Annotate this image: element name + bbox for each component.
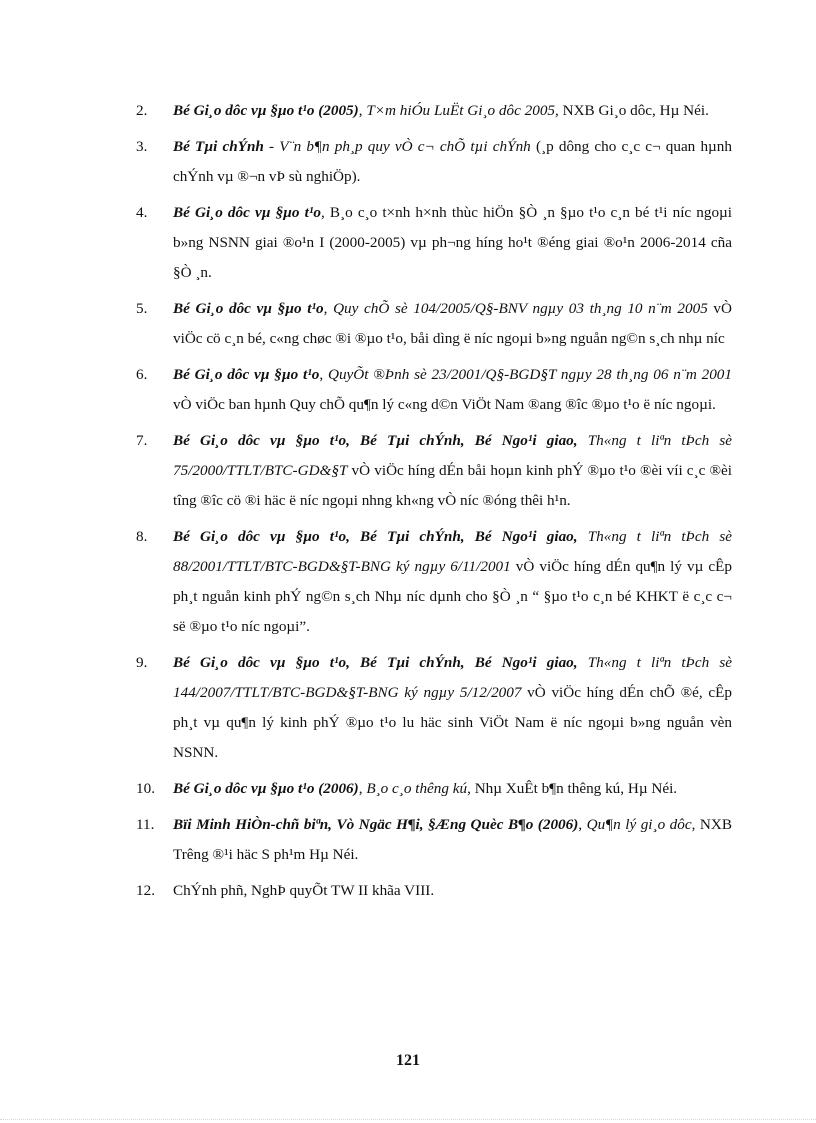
reference-item	[136, 96, 732, 126]
reference-author: Bé Gi¸o dôc vµ §µo t¹o, Bé Tµi chÝnh, Bé Ngo¹i giao,	[173, 432, 578, 449]
reference-item	[136, 426, 732, 516]
reference-number: 12.	[136, 882, 155, 899]
reference-separator: ,	[321, 204, 330, 221]
page-bottom-divider	[0, 1119, 816, 1120]
reference-number: 2.	[136, 102, 148, 119]
reference-number: 9.	[136, 654, 148, 671]
reference-author: Bïi Minh HiÒn-chñ biªn, Vò Ngäc H¶i, §Æng Quèc B¶o (2006)	[173, 816, 579, 833]
reference-separator	[578, 654, 588, 671]
reference-item	[136, 648, 732, 768]
reference-separator: ,	[358, 102, 367, 119]
reference-details: ChÝnh phñ, NghÞ quyÕt TW II khãa VIII.	[173, 882, 435, 899]
reference-list	[136, 96, 732, 912]
reference-details: , NXB Gi¸o dôc, Hµ Néi.	[555, 102, 709, 119]
reference-details: , Nhµ XuÊt b¶n thêng kú, Hµ Néi.	[467, 780, 678, 797]
reference-title: Th«ng t liªn tÞch sè 144/2007/TTLT/BTC-BGD&§T-BNG ký ngµy 5/12/2007	[173, 654, 733, 701]
reference-author: Bé Gi¸o dôc vµ §µo t¹o, Bé Tµi chÝnh, Bé Ngo¹i giao,	[173, 654, 578, 671]
reference-item	[136, 294, 732, 354]
reference-author: Bé Gi¸o dôc vµ §µo t¹o	[173, 300, 324, 317]
reference-item	[136, 132, 732, 192]
reference-details: vÒ viÖc híng dÉn chÕ ®é, cÊp ph¸t vµ qu¶n lý kinh phÝ ®µo t¹o lu häc sinh ViÖt Nam ë níc ngoµi b»ng nguån vèn NSNN.	[173, 684, 732, 761]
reference-number: 8.	[136, 528, 148, 545]
reference-details: (¸p dông cho c¸c c¬ quan hµnh chÝnh vµ ®¬n vÞ sù nghiÖp).	[173, 138, 732, 185]
reference-title: T×m hiÓu LuËt Gi¸o dôc 2005	[366, 102, 556, 119]
reference-number: 4.	[136, 204, 148, 221]
reference-details: B¸o c¸o t×nh h×nh thùc hiÖn §Ò ¸n §µo t¹o c¸n bé t¹i níc ngoµi b»ng NSNN giai ®o¹n I (2000-2005) vµ ph¬ng híng ho¹t ®éng giai ®o¹n 2006-2014 cña §Ò ¸n.	[173, 204, 733, 281]
reference-number: 6.	[136, 366, 148, 383]
reference-details: vÒ viÖc ban hµnh Quy chÕ qu¶n lý c«ng d©n ViÖt Nam ®ang ®îc ®µo t¹o ë níc ngoµi.	[173, 396, 716, 413]
reference-number: 3.	[136, 138, 148, 155]
reference-number: 10.	[136, 780, 155, 797]
reference-separator	[578, 432, 588, 449]
reference-separator: ,	[358, 780, 367, 797]
reference-item	[136, 522, 732, 642]
reference-details: vÒ viÖc híng dÉn båi hoµn kinh phÝ ®µo t¹o ®èi víi c¸c ®èi tîng ®îc cö ®i häc ë níc ngoµi nhng kh«ng vÒ níc ®óng thêi h¹n.	[173, 462, 732, 509]
reference-separator: -	[263, 138, 280, 155]
reference-title: QuyÕt ®Þnh sè 23/2001/Q§-BGD§T ngµy 28 th¸ng 06 n¨m 2001	[328, 366, 732, 383]
reference-title: Qu¶n lý gi¸o dôc	[586, 816, 692, 833]
reference-title: B¸o c¸o thêng kú	[366, 780, 468, 797]
reference-separator: ,	[319, 366, 328, 383]
reference-title: Th«ng t liªn tÞch sè 88/2001/TTLT/BTC-BGD&§T-BNG ký ngµy 6/11/2001	[173, 528, 733, 575]
reference-title: V¨n b¶n ph¸p quy vÒ c¬ chÕ tµi chÝnh	[279, 138, 531, 155]
reference-author: Bé Gi¸o dôc vµ §µo t¹o	[173, 366, 320, 383]
reference-item	[136, 774, 732, 804]
reference-number: 5.	[136, 300, 148, 317]
reference-details: vÒ viÖc cö c¸n bé, c«ng chøc ®i ®µo t¹o, båi dìng ë níc ngoµi b»ng nguån ng©n s¸ch nhµ níc	[173, 300, 732, 347]
page-number: 121	[396, 1052, 420, 1069]
reference-title: Quy chÕ sè 104/2005/Q§-BNV ngµy 03 th¸ng 10 n¨m 2005	[333, 300, 708, 317]
reference-item	[136, 198, 732, 288]
reference-author: Bé Gi¸o dôc vµ §µo t¹o, Bé Tµi chÝnh, Bé Ngo¹i giao,	[173, 528, 578, 545]
reference-item	[136, 876, 732, 906]
reference-separator	[578, 528, 588, 545]
reference-number: 11.	[136, 816, 155, 833]
reference-author: Bé Gi¸o dôc vµ §µo t¹o (2006)	[173, 780, 359, 797]
reference-separator: ,	[578, 816, 587, 833]
reference-author: Bé Tµi chÝnh	[173, 138, 264, 155]
reference-details: vÒ viÖc híng dÉn qu¶n lý vµ cÊp ph¸t nguån kinh phÝ ng©n s¸ch Nhµ níc dµnh cho §Ò ¸n “ §µo t¹o c¸n bé KHKT ë c¸c c¬ së ®µo t¹o níc ngoµi”.	[173, 558, 733, 635]
reference-number: 7.	[136, 432, 148, 449]
reference-item	[136, 810, 732, 870]
reference-separator: ,	[323, 300, 334, 317]
reference-item	[136, 360, 732, 420]
reference-details: , NXB Trêng ®¹i häc S ph¹m Hµ Néi.	[173, 816, 732, 863]
reference-author: Bé Gi¸o dôc vµ §µo t¹o (2005)	[173, 102, 359, 119]
reference-title: Th«ng t liªn tÞch sè 75/2000/TTLT/BTC-GD&§T	[173, 432, 733, 479]
reference-author: Bé Gi¸o dôc vµ §µo t¹o	[173, 204, 321, 221]
